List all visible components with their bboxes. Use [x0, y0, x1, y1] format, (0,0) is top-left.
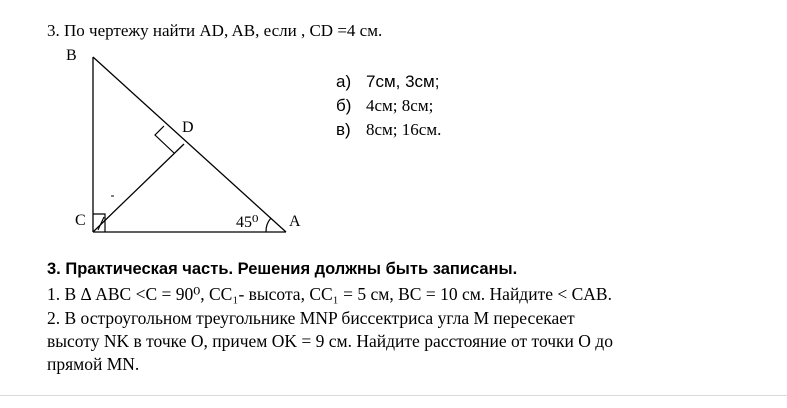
problem-2-line-2: высоту NK в точке O, причем OK = 9 см. Найдите расстояние от точки O до — [47, 331, 613, 351]
angle-label-45: 45⁰ — [236, 214, 259, 231]
option-text: 4см; 8см; — [366, 96, 434, 115]
vertex-label-b: B — [66, 47, 77, 64]
option-key: в) — [336, 120, 351, 139]
problem-1: 1. В Δ ABC <C = 90⁰, CC₁- высота, CC₁ = 5 см, BC = 10 см. Найдите < CAB. — [47, 284, 612, 304]
option-text: 7см, 3см; — [366, 72, 440, 91]
problem-2-line-3: прямой MN. — [47, 354, 140, 374]
problem-2-line-1: 2. В остроугольном треугольнике MNP биссектриса угла M пересекает — [47, 308, 575, 328]
option-text: 8см; 16см. — [366, 120, 442, 139]
vertex-label-a: A — [289, 213, 301, 230]
angle-tick-c — [98, 217, 104, 230]
option-key: а) — [336, 72, 352, 91]
option-key: б) — [336, 96, 352, 115]
task-question: 3. По чертежу найти AD, AB, если , CD =4 см. — [47, 21, 383, 40]
right-angle-mark-d — [155, 126, 174, 153]
bottom-divider — [0, 395, 787, 396]
angle-arc-a — [266, 218, 271, 232]
altitude-cd — [93, 144, 184, 232]
vertex-label-d: D — [182, 119, 194, 136]
practical-heading: 3. Практическая часть. Решения должны быть записаны. — [47, 260, 518, 278]
side-ba — [93, 57, 286, 232]
vertex-label-c: C — [75, 212, 86, 229]
